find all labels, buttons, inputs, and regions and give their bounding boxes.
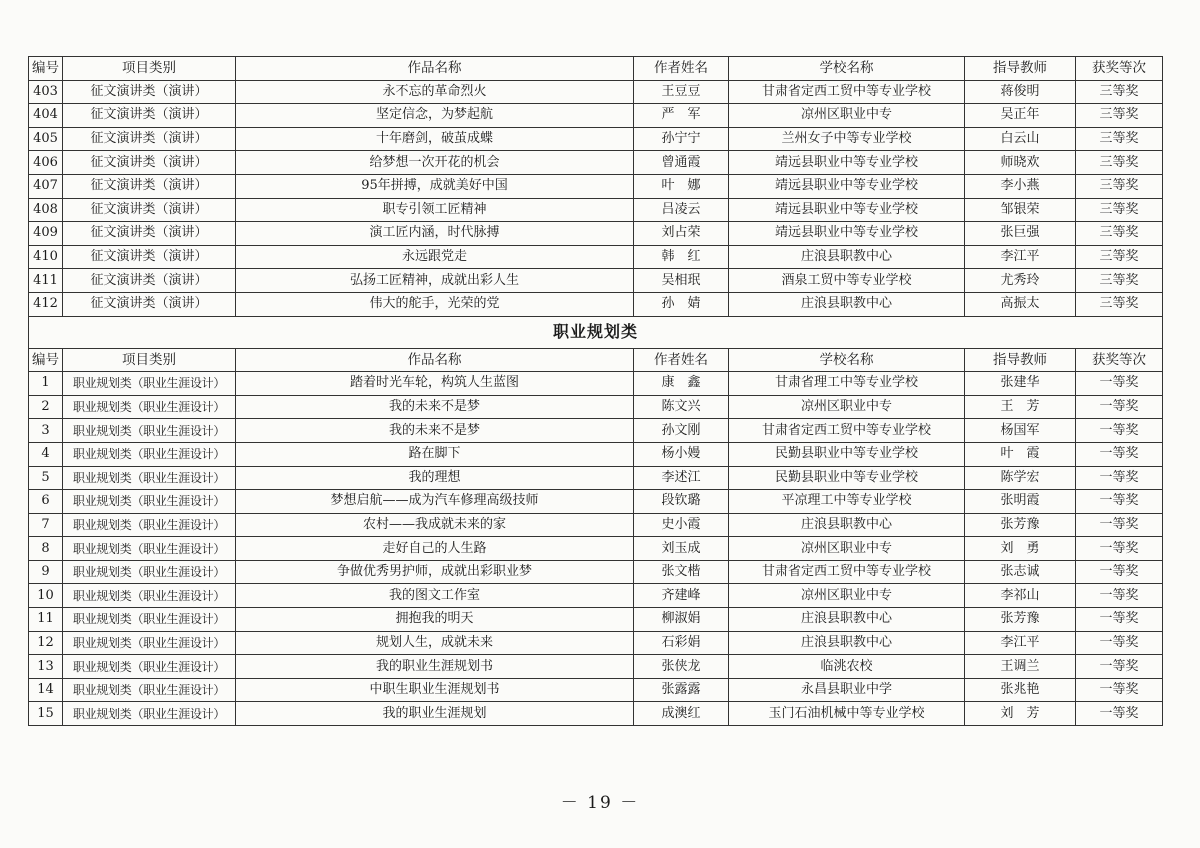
- award-cell: 一等奖: [1076, 490, 1163, 514]
- author-cell: 叶 娜: [634, 174, 729, 198]
- category-cell: 职业规划类（职业生涯设计）: [63, 372, 236, 396]
- teacher-cell: 邹银荣: [965, 198, 1076, 222]
- school-cell: 兰州女子中等专业学校: [729, 127, 965, 151]
- school-cell: 甘肃省定西工贸中等专业学校: [729, 80, 965, 104]
- column-header: 学校名称: [729, 57, 965, 81]
- title-cell: 我的职业生涯规划书: [236, 655, 634, 679]
- table-row: [29, 222, 1163, 246]
- author-cell: 孙 婧: [634, 292, 729, 316]
- table-row: [29, 395, 1163, 419]
- row-number: 411: [29, 269, 63, 293]
- title-cell: 永远跟党走: [236, 245, 634, 269]
- award-cell: 三等奖: [1076, 151, 1163, 175]
- row-number: 408: [29, 198, 63, 222]
- teacher-cell: 张志诚: [965, 560, 1076, 584]
- author-cell: 张侠龙: [634, 655, 729, 679]
- row-number: 7: [29, 513, 63, 537]
- author-cell: 刘占荣: [634, 222, 729, 246]
- teacher-cell: 张建华: [965, 372, 1076, 396]
- row-number: 8: [29, 537, 63, 561]
- column-header: 作者姓名: [634, 57, 729, 81]
- row-number: 405: [29, 127, 63, 151]
- table-row: [29, 584, 1163, 608]
- title-cell: 拥抱我的明天: [236, 608, 634, 632]
- school-cell: 凉州区职业中专: [729, 104, 965, 128]
- row-number: 12: [29, 631, 63, 655]
- author-cell: 齐建峰: [634, 584, 729, 608]
- category-cell: 职业规划类（职业生涯设计）: [63, 608, 236, 632]
- award-cell: 三等奖: [1076, 104, 1163, 128]
- teacher-cell: 高振太: [965, 292, 1076, 316]
- award-cell: 三等奖: [1076, 174, 1163, 198]
- teacher-cell: 张巨强: [965, 222, 1076, 246]
- row-number: 2: [29, 395, 63, 419]
- table-row: [29, 104, 1163, 128]
- title-cell: 规划人生，成就未来: [236, 631, 634, 655]
- category-cell: 职业规划类（职业生涯设计）: [63, 419, 236, 443]
- author-cell: 吕凌云: [634, 198, 729, 222]
- table-row: [29, 631, 1163, 655]
- row-number: 5: [29, 466, 63, 490]
- title-cell: 职专引领工匠精神: [236, 198, 634, 222]
- category-cell: 征文演讲类（演讲）: [63, 151, 236, 175]
- row-number: 4: [29, 442, 63, 466]
- row-number: 9: [29, 560, 63, 584]
- school-cell: 庄浪县职教中心: [729, 292, 965, 316]
- category-cell: 职业规划类（职业生涯设计）: [63, 655, 236, 679]
- teacher-cell: 张兆艳: [965, 678, 1076, 702]
- school-cell: 民勤县职业中等专业学校: [729, 442, 965, 466]
- title-cell: 梦想启航——成为汽车修理高级技师: [236, 490, 634, 514]
- category-cell: 职业规划类（职业生涯设计）: [63, 490, 236, 514]
- category-cell: 征文演讲类（演讲）: [63, 292, 236, 316]
- teacher-cell: 吴正年: [965, 104, 1076, 128]
- table-row: [29, 655, 1163, 679]
- award-table-body: [29, 57, 1163, 726]
- award-table: [28, 56, 1163, 726]
- section-title: 职业规划类: [29, 316, 1163, 348]
- title-cell: 我的职业生涯规划: [236, 702, 634, 726]
- column-header: 指导教师: [965, 57, 1076, 81]
- category-cell: 职业规划类（职业生涯设计）: [63, 442, 236, 466]
- speech-header-row: [29, 57, 1163, 81]
- school-cell: 凉州区职业中专: [729, 395, 965, 419]
- column-header: 作品名称: [236, 348, 634, 372]
- column-header: 项目类别: [63, 57, 236, 81]
- table-row: [29, 678, 1163, 702]
- school-cell: 靖远县职业中等专业学校: [729, 222, 965, 246]
- teacher-cell: 王 芳: [965, 395, 1076, 419]
- author-cell: 孙宁宁: [634, 127, 729, 151]
- award-cell: 一等奖: [1076, 678, 1163, 702]
- row-number: 10: [29, 584, 63, 608]
- table-row: [29, 292, 1163, 316]
- row-number: 3: [29, 419, 63, 443]
- category-cell: 职业规划类（职业生涯设计）: [63, 513, 236, 537]
- teacher-cell: 李江平: [965, 245, 1076, 269]
- teacher-cell: 李祁山: [965, 584, 1076, 608]
- author-cell: 史小霞: [634, 513, 729, 537]
- row-number: 403: [29, 80, 63, 104]
- table-row: [29, 702, 1163, 726]
- school-cell: 靖远县职业中等专业学校: [729, 198, 965, 222]
- row-number: 14: [29, 678, 63, 702]
- teacher-cell: 刘 芳: [965, 702, 1076, 726]
- award-cell: 三等奖: [1076, 292, 1163, 316]
- award-cell: 一等奖: [1076, 372, 1163, 396]
- page-number: － 19 －: [560, 793, 640, 813]
- column-header: 作者姓名: [634, 348, 729, 372]
- award-cell: 一等奖: [1076, 584, 1163, 608]
- school-cell: 庄浪县职教中心: [729, 631, 965, 655]
- table-row: [29, 269, 1163, 293]
- award-cell: 三等奖: [1076, 269, 1163, 293]
- category-cell: 职业规划类（职业生涯设计）: [63, 466, 236, 490]
- title-cell: 伟大的舵手，光荣的党: [236, 292, 634, 316]
- teacher-cell: 陈学宏: [965, 466, 1076, 490]
- author-cell: 康 鑫: [634, 372, 729, 396]
- category-cell: 职业规划类（职业生涯设计）: [63, 631, 236, 655]
- school-cell: 临洮农校: [729, 655, 965, 679]
- row-number: 410: [29, 245, 63, 269]
- category-cell: 征文演讲类（演讲）: [63, 222, 236, 246]
- title-cell: 我的理想: [236, 466, 634, 490]
- category-cell: 职业规划类（职业生涯设计）: [63, 560, 236, 584]
- author-cell: 张文楷: [634, 560, 729, 584]
- category-cell: 征文演讲类（演讲）: [63, 127, 236, 151]
- title-cell: 我的未来不是梦: [236, 395, 634, 419]
- table-row: [29, 513, 1163, 537]
- column-header: 获奖等次: [1076, 57, 1163, 81]
- column-header: 学校名称: [729, 348, 965, 372]
- award-cell: 三等奖: [1076, 198, 1163, 222]
- column-header: 指导教师: [965, 348, 1076, 372]
- table-row: [29, 442, 1163, 466]
- author-cell: 柳淑娟: [634, 608, 729, 632]
- teacher-cell: 张明霞: [965, 490, 1076, 514]
- author-cell: 李述江: [634, 466, 729, 490]
- table-row: [29, 151, 1163, 175]
- category-cell: 职业规划类（职业生涯设计）: [63, 678, 236, 702]
- author-cell: 王豆豆: [634, 80, 729, 104]
- title-cell: 争做优秀男护师，成就出彩职业梦: [236, 560, 634, 584]
- table-row: [29, 537, 1163, 561]
- title-cell: 我的图文工作室: [236, 584, 634, 608]
- category-cell: 征文演讲类（演讲）: [63, 269, 236, 293]
- table-row: [29, 198, 1163, 222]
- row-number: 11: [29, 608, 63, 632]
- title-cell: 弘扬工匠精神，成就出彩人生: [236, 269, 634, 293]
- teacher-cell: 尤秀玲: [965, 269, 1076, 293]
- school-cell: 靖远县职业中等专业学校: [729, 174, 965, 198]
- column-header: 项目类别: [63, 348, 236, 372]
- row-number: 13: [29, 655, 63, 679]
- title-cell: 农村——我成就未来的家: [236, 513, 634, 537]
- title-cell: 我的未来不是梦: [236, 419, 634, 443]
- section-title-row: [29, 316, 1163, 348]
- school-cell: 庄浪县职教中心: [729, 513, 965, 537]
- school-cell: 甘肃省定西工贸中等专业学校: [729, 419, 965, 443]
- column-header: 编号: [29, 348, 63, 372]
- category-cell: 征文演讲类（演讲）: [63, 245, 236, 269]
- award-cell: 一等奖: [1076, 537, 1163, 561]
- teacher-cell: 杨国军: [965, 419, 1076, 443]
- school-cell: 庄浪县职教中心: [729, 245, 965, 269]
- school-cell: 靖远县职业中等专业学校: [729, 151, 965, 175]
- school-cell: 永昌县职业中学: [729, 678, 965, 702]
- table-row: [29, 245, 1163, 269]
- author-cell: 吴相珉: [634, 269, 729, 293]
- title-cell: 路在脚下: [236, 442, 634, 466]
- title-cell: 演工匠内涵，时代脉搏: [236, 222, 634, 246]
- school-cell: 甘肃省理工中等专业学校: [729, 372, 965, 396]
- award-cell: 三等奖: [1076, 80, 1163, 104]
- school-cell: 甘肃省定西工贸中等专业学校: [729, 560, 965, 584]
- school-cell: 酒泉工贸中等专业学校: [729, 269, 965, 293]
- award-cell: 一等奖: [1076, 655, 1163, 679]
- row-number: 6: [29, 490, 63, 514]
- row-number: 1: [29, 372, 63, 396]
- teacher-cell: 刘 勇: [965, 537, 1076, 561]
- teacher-cell: 张芳豫: [965, 513, 1076, 537]
- award-cell: 三等奖: [1076, 222, 1163, 246]
- teacher-cell: 张芳豫: [965, 608, 1076, 632]
- category-cell: 征文演讲类（演讲）: [63, 104, 236, 128]
- category-cell: 职业规划类（职业生涯设计）: [63, 584, 236, 608]
- author-cell: 石彩娟: [634, 631, 729, 655]
- title-cell: 十年磨剑，破茧成蝶: [236, 127, 634, 151]
- title-cell: 中职生职业生涯规划书: [236, 678, 634, 702]
- row-number: 409: [29, 222, 63, 246]
- column-header: 作品名称: [236, 57, 634, 81]
- teacher-cell: 李小燕: [965, 174, 1076, 198]
- award-cell: 一等奖: [1076, 608, 1163, 632]
- row-number: 406: [29, 151, 63, 175]
- table-row: [29, 372, 1163, 396]
- career-header-row: [29, 348, 1163, 372]
- author-cell: 段钦璐: [634, 490, 729, 514]
- title-cell: 给梦想一次开花的机会: [236, 151, 634, 175]
- school-cell: 庄浪县职教中心: [729, 608, 965, 632]
- teacher-cell: 李江平: [965, 631, 1076, 655]
- school-cell: 凉州区职业中专: [729, 537, 965, 561]
- award-list-sheet: [28, 56, 1162, 726]
- column-header: 编号: [29, 57, 63, 81]
- teacher-cell: 白云山: [965, 127, 1076, 151]
- award-cell: 一等奖: [1076, 631, 1163, 655]
- title-cell: 走好自己的人生路: [236, 537, 634, 561]
- award-cell: 一等奖: [1076, 419, 1163, 443]
- award-cell: 一等奖: [1076, 442, 1163, 466]
- table-row: [29, 174, 1163, 198]
- award-cell: 一等奖: [1076, 702, 1163, 726]
- table-row: [29, 466, 1163, 490]
- award-cell: 一等奖: [1076, 466, 1163, 490]
- award-cell: 一等奖: [1076, 560, 1163, 584]
- author-cell: 陈文兴: [634, 395, 729, 419]
- school-cell: 凉州区职业中专: [729, 584, 965, 608]
- school-cell: 玉门石油机械中等专业学校: [729, 702, 965, 726]
- category-cell: 征文演讲类（演讲）: [63, 80, 236, 104]
- category-cell: 职业规划类（职业生涯设计）: [63, 395, 236, 419]
- award-cell: 三等奖: [1076, 245, 1163, 269]
- title-cell: 坚定信念，为梦起航: [236, 104, 634, 128]
- author-cell: 孙文刚: [634, 419, 729, 443]
- category-cell: 征文演讲类（演讲）: [63, 174, 236, 198]
- row-number: 412: [29, 292, 63, 316]
- author-cell: 成澳红: [634, 702, 729, 726]
- teacher-cell: 王调兰: [965, 655, 1076, 679]
- author-cell: 杨小嫚: [634, 442, 729, 466]
- award-cell: 一等奖: [1076, 395, 1163, 419]
- category-cell: 征文演讲类（演讲）: [63, 198, 236, 222]
- table-row: [29, 80, 1163, 104]
- column-header: 获奖等次: [1076, 348, 1163, 372]
- table-row: [29, 560, 1163, 584]
- row-number: 407: [29, 174, 63, 198]
- table-row: [29, 419, 1163, 443]
- school-cell: 民勤县职业中等专业学校: [729, 466, 965, 490]
- table-row: [29, 608, 1163, 632]
- author-cell: 曾通霞: [634, 151, 729, 175]
- author-cell: 韩 红: [634, 245, 729, 269]
- teacher-cell: 叶 霞: [965, 442, 1076, 466]
- author-cell: 刘玉成: [634, 537, 729, 561]
- category-cell: 职业规划类（职业生涯设计）: [63, 702, 236, 726]
- row-number: 404: [29, 104, 63, 128]
- award-cell: 三等奖: [1076, 127, 1163, 151]
- school-cell: 平凉理工中等专业学校: [729, 490, 965, 514]
- author-cell: 张露露: [634, 678, 729, 702]
- title-cell: 踏着时光车轮，构筑人生蓝图: [236, 372, 634, 396]
- table-row: [29, 127, 1163, 151]
- table-row: [29, 490, 1163, 514]
- category-cell: 职业规划类（职业生涯设计）: [63, 537, 236, 561]
- award-cell: 一等奖: [1076, 513, 1163, 537]
- row-number: 15: [29, 702, 63, 726]
- title-cell: 永不忘的革命烈火: [236, 80, 634, 104]
- teacher-cell: 师晓欢: [965, 151, 1076, 175]
- title-cell: 95年拼搏，成就美好中国: [236, 174, 634, 198]
- teacher-cell: 蒋俊明: [965, 80, 1076, 104]
- author-cell: 严 军: [634, 104, 729, 128]
